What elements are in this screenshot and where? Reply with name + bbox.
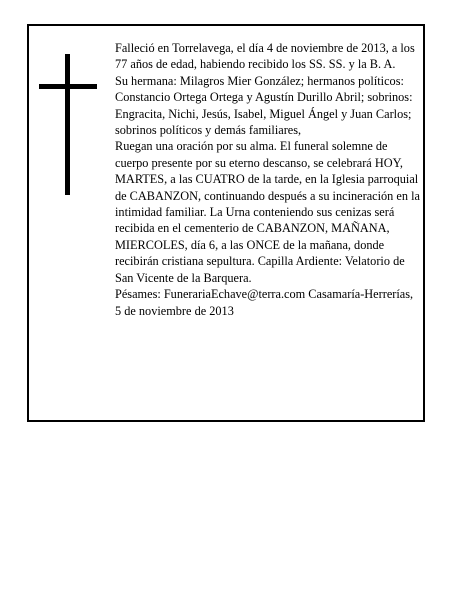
family-list-paragraph: Su hermana: Milagros Mier González; hermanos políticos: Constancio Ortega Ortega y Agustín Durillo Abril; sobrinos: Engracita, Nichi, Jesús, Isabel, Miguel Ángel y Juan Carlos; sobrinos políticos y demás familiares, xyxy=(115,73,413,138)
cross-horizontal-bar xyxy=(39,84,97,89)
obituary-text xyxy=(115,40,422,319)
death-announcement-paragraph: Falleció en Torrelavega, el día 4 de noviembre de 2013, a los 77 años de edad, habiendo recibido los SS. SS. y la B. A. xyxy=(115,41,415,72)
cross-vertical-bar xyxy=(65,54,70,195)
funeral-details-paragraph: Ruegan una oración por su alma. El funeral solemne de cuerpo presente por su eterno descanso, se celebrará HOY, MARTES, a las CUATRO de la tarde, en la Iglesia parroquial de CABANZON, continuando después a su incineración en la intimidad familiar. La Urna conteniendo sus cenizas será recibida en el cementerio de CABANZON, MAÑANA, MIERCOLES, día 6, a las ONCE de la mañana, donde recibirán cristiana sepultura. Capilla Ardiente: Velatorio de San Vicente de la Barquera. xyxy=(115,139,420,285)
condolences-paragraph: Pésames: FunerariaEchave@terra.com Casamaría-Herrerías, 5 de noviembre de 2013 xyxy=(115,287,414,318)
